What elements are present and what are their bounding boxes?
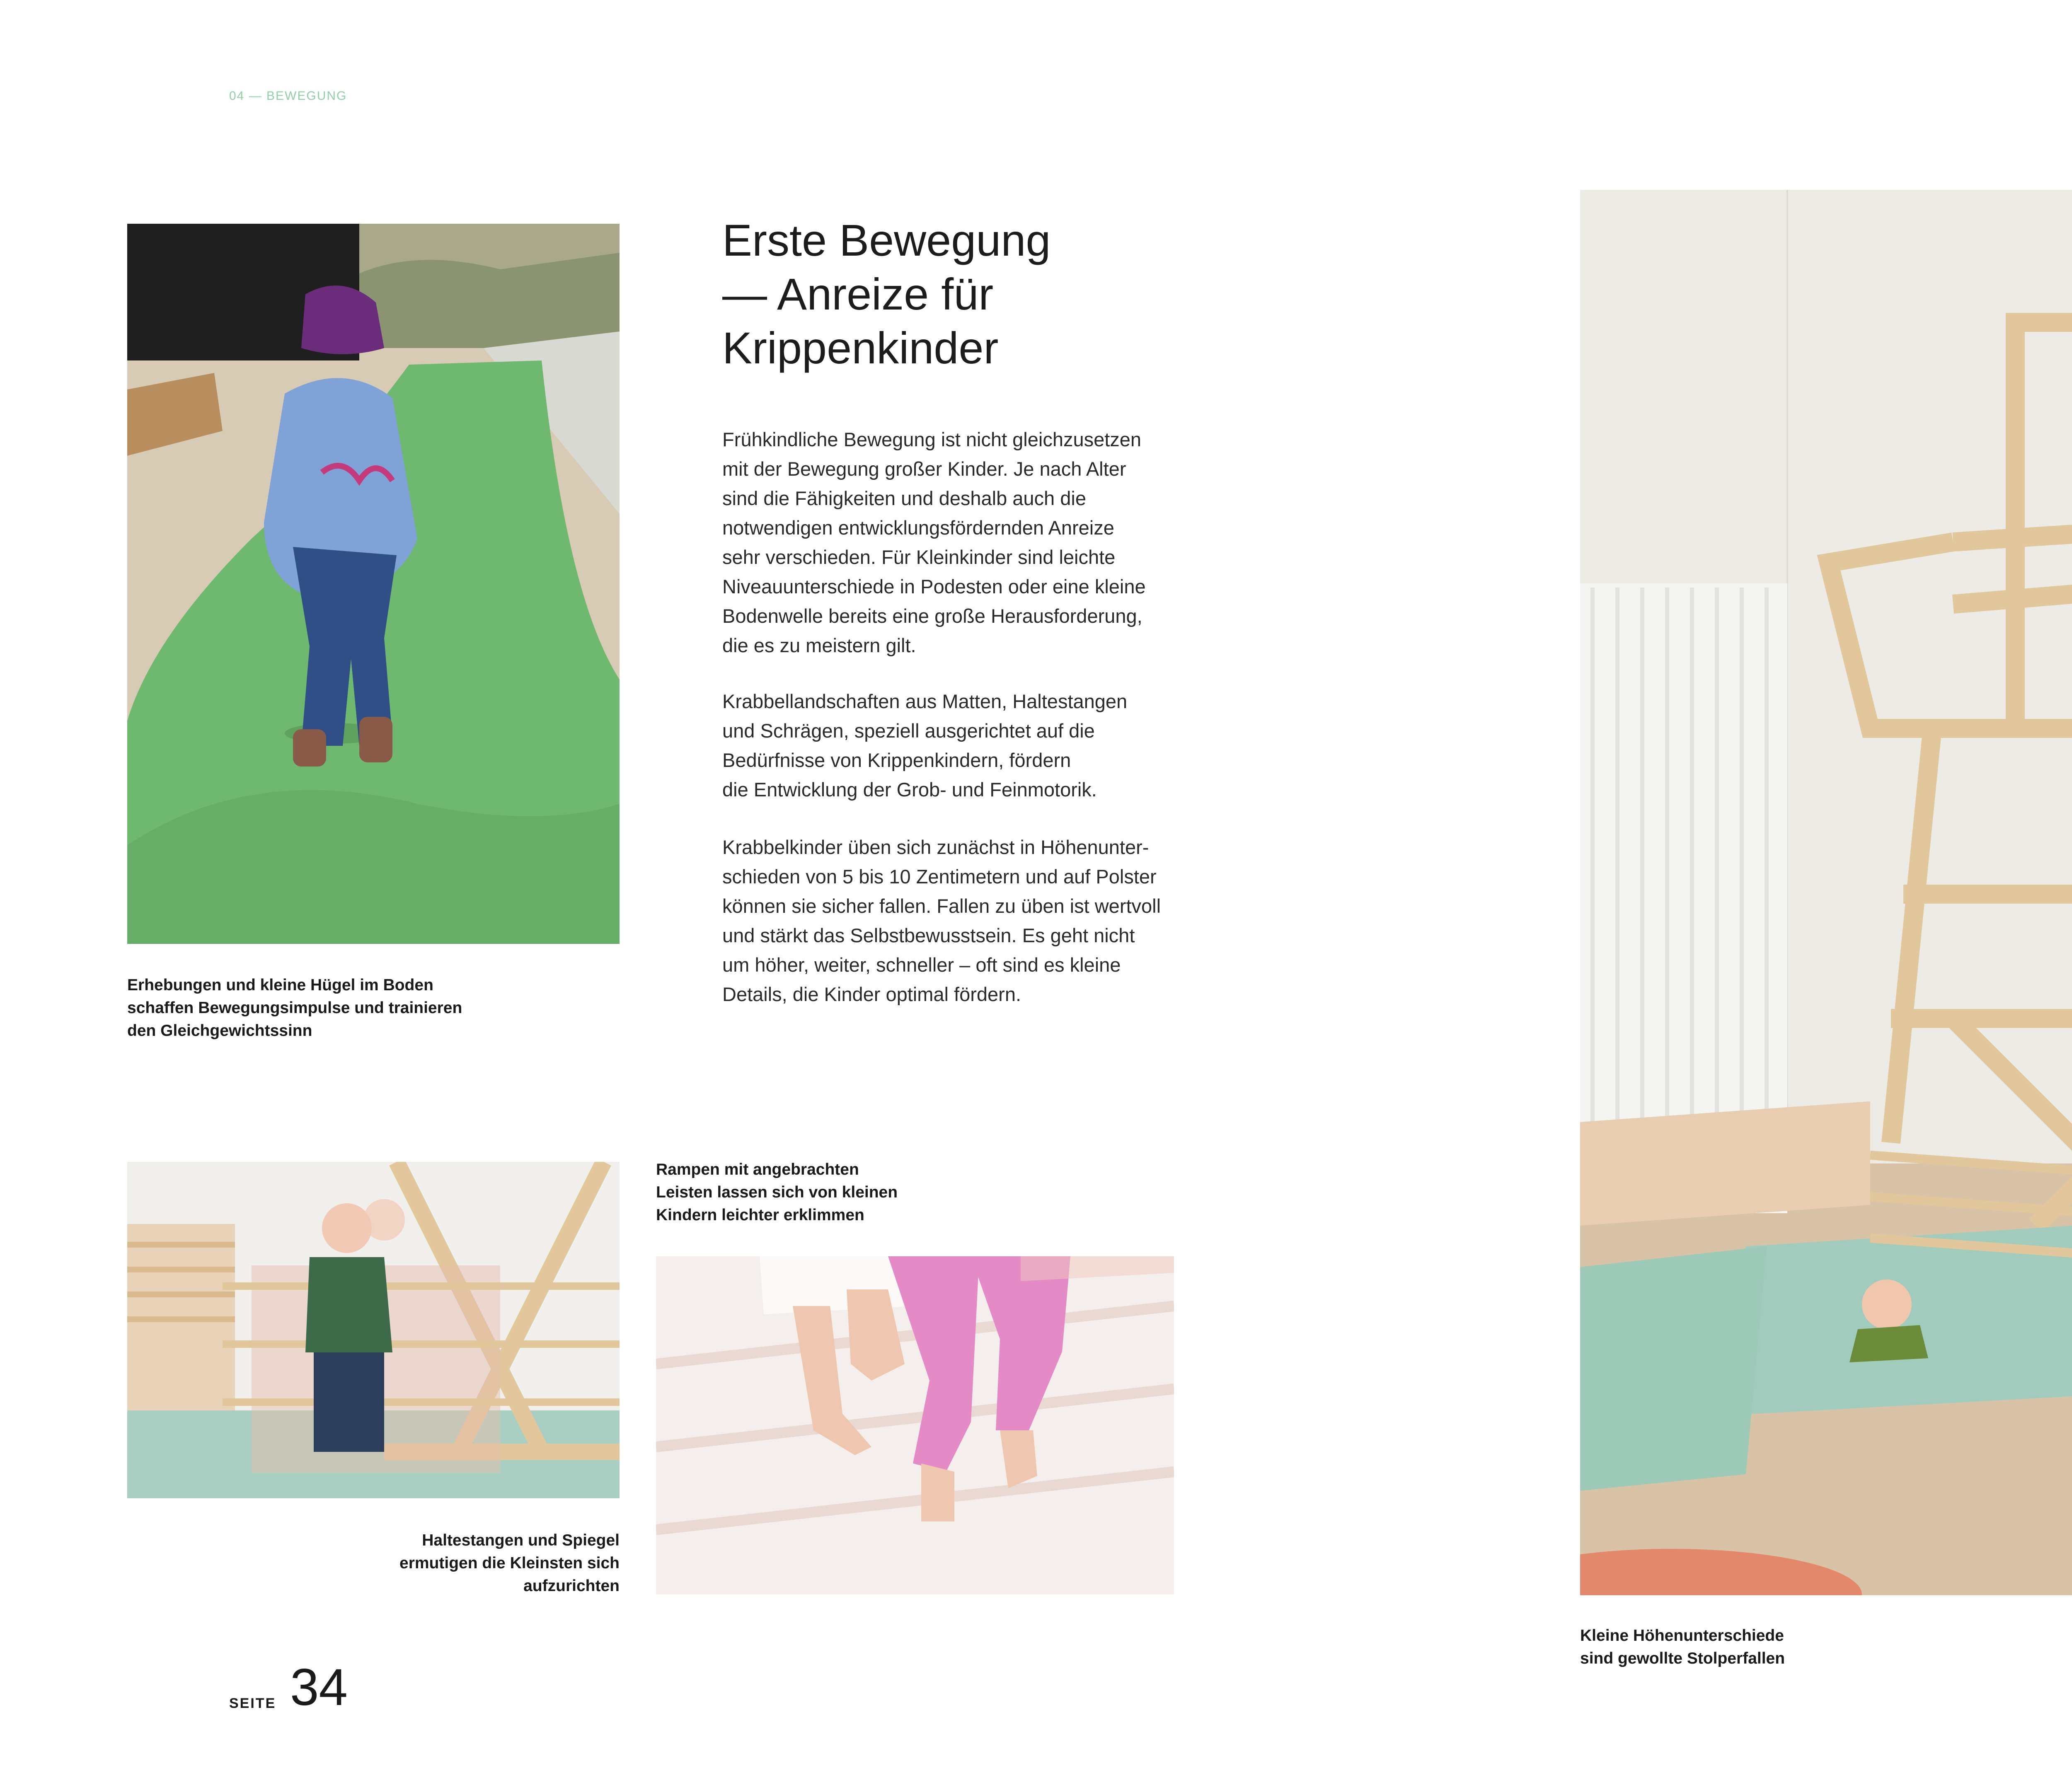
- caption-hall-photo: [1580, 1624, 1785, 1670]
- caption-line: Kindern leichter erklimmen: [656, 1206, 864, 1224]
- paragraph-line: Details, die Kinder optimal fördern.: [722, 983, 1021, 1005]
- photo-holding-bars: [127, 1162, 620, 1498]
- caption-bars-photo: [244, 1529, 620, 1597]
- headline-line: Krippenkinder: [722, 323, 999, 373]
- article-paragraph-2: [722, 687, 1220, 804]
- ramp-feet-image: [656, 1256, 1174, 1594]
- caption-line: Rampen mit angebrachten: [656, 1161, 859, 1178]
- caption-hill-photo: [127, 974, 462, 1042]
- caption-line: Leisten lassen sich von kleinen: [656, 1183, 898, 1201]
- paragraph-line: können sie sicher fallen. Fallen zu üben ist wertvoll: [722, 895, 1161, 917]
- running-header-left: 04 — BEWEGUNG: [229, 89, 347, 103]
- article-headline: [722, 213, 1261, 375]
- caption-line: Kleine Höhenunterschiede: [1580, 1627, 1784, 1645]
- caption-line: aufzurichten: [523, 1577, 620, 1595]
- caption-line: Erhebungen und kleine Hügel im Boden: [127, 976, 433, 994]
- folio-label-left: SEITE: [229, 1695, 276, 1711]
- paragraph-line: und stärkt das Selbstbewusstsein. Es geht nicht: [722, 924, 1135, 946]
- photo-play-hall: [1580, 190, 2072, 1595]
- holding-bars-image: [127, 1162, 620, 1498]
- article-paragraph-3: [722, 832, 1220, 1009]
- caption-line: schaffen Bewegungsimpulse und trainieren: [127, 999, 462, 1017]
- paragraph-line: Bedürfnisse von Krippenkindern, fördern: [722, 749, 1071, 771]
- paragraph-line: Krabbelkinder üben sich zunächst in Höhenunter-: [722, 836, 1149, 858]
- caption-line: den Gleichgewichtssinn: [127, 1022, 312, 1040]
- paragraph-line: Bodenwelle bereits eine große Herausforderung,: [722, 605, 1143, 627]
- folio-number-left: 34: [290, 1659, 348, 1716]
- caption-line: Haltestangen und Spiegel: [422, 1531, 620, 1549]
- paragraph-line: sind die Fähigkeiten und deshalb auch die: [722, 487, 1086, 509]
- caption-line: sind gewollte Stolperfallen: [1580, 1649, 1785, 1667]
- photo-toddler-walking: [127, 224, 620, 944]
- paragraph-line: sehr verschieden. Für Kleinkinder sind leichte: [722, 546, 1116, 568]
- article-paragraph-1: [722, 425, 1220, 660]
- paragraph-line: notwendigen entwicklungsfördernden Anreize: [722, 517, 1114, 539]
- paragraph-line: die es zu meistern gilt.: [722, 634, 916, 656]
- headline-line: — Anreize für: [722, 269, 994, 319]
- paragraph-line: Niveauunterschiede in Podesten oder eine kleine: [722, 576, 1146, 597]
- paragraph-line: mit der Bewegung großer Kinder. Je nach Alter: [722, 458, 1126, 480]
- toddler-walking-image: [127, 224, 620, 944]
- paragraph-line: um höher, weiter, schneller – oft sind es kleine: [722, 954, 1121, 976]
- paragraph-line: Frühkindliche Bewegung ist nicht gleichzusetzen: [722, 428, 1142, 450]
- paragraph-line: schieden von 5 bis 10 Zentimetern und auf Polster: [722, 866, 1157, 888]
- play-hall-image: [1580, 190, 2072, 1595]
- paragraph-line: und Schrägen, speziell ausgerichtet auf die: [722, 720, 1095, 742]
- paragraph-line: die Entwicklung der Grob- und Feinmotorik.: [722, 779, 1097, 801]
- caption-ramp-photo: [656, 1158, 898, 1226]
- photo-ramp-feet: [656, 1256, 1174, 1594]
- paragraph-line: Krabbellandschaften aus Matten, Haltestangen: [722, 690, 1128, 712]
- caption-line: ermutigen die Kleinsten sich: [399, 1554, 620, 1572]
- headline-line: Erste Bewegung: [722, 215, 1051, 265]
